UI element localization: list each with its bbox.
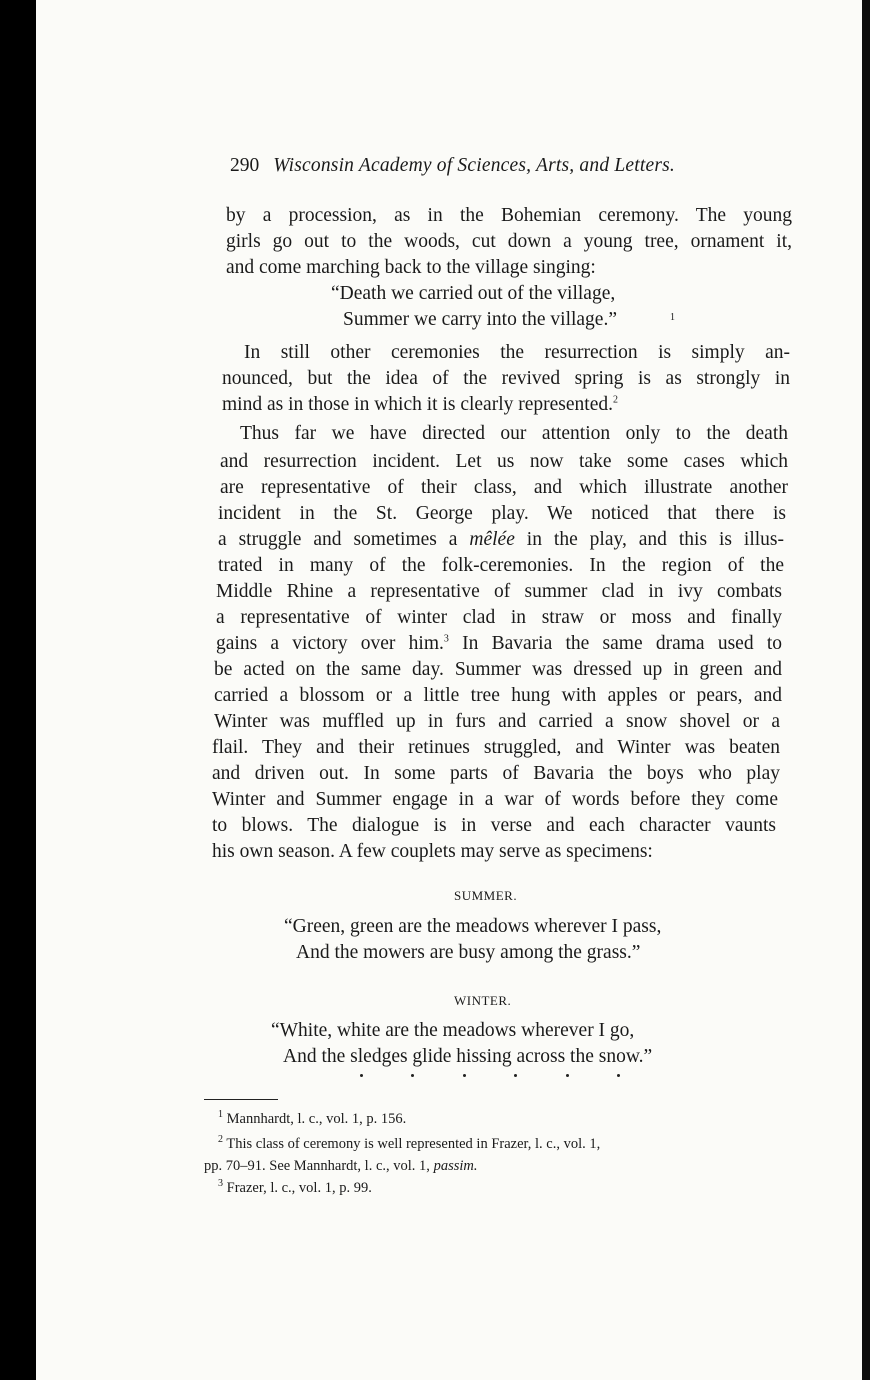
verse-line: And the mowers are busy among the grass.” (296, 942, 641, 963)
scan-edge (862, 0, 870, 1380)
verse-line: “Green, green are the meadows wherever I pass, (284, 916, 662, 937)
text-line: are representative of their class, and which illustrate another (220, 477, 788, 498)
text-line: incident in the St. George play. We noticed that there is (218, 503, 786, 524)
text-line: be acted on the same day. Summer was dressed up in green and (214, 659, 782, 680)
text-line: Middle Rhine a representative of summer clad in ivy combats (216, 581, 782, 602)
text-line: gains a victory over him.$^3$ In Bavaria the same drama used to (216, 633, 782, 654)
text-line: nounced, but the idea of the revived spring is as strongly in (222, 368, 790, 389)
italic-word: mêlée (469, 529, 515, 550)
footnote-1: $^1$ Mannhardt, l. c., vol. 1, p. 156. (218, 1109, 407, 1127)
running-title: Wisconsin Academy of Sciences, Arts, and Letters. (273, 155, 675, 176)
verse-line: “White, white are the meadows wherever I go, (271, 1020, 635, 1041)
footnote-mark: 3 (443, 633, 449, 645)
text-line: a struggle and sometimes a mêlée in the play, and this is illus- (218, 529, 785, 550)
text-line: Winter and Summer engage in a war of words before they come (212, 789, 778, 810)
text-line: Winter was muffled up in furs and carried a snow shovel or a (214, 711, 780, 732)
footnote-rule (204, 1099, 278, 1100)
text-line: flail. They and their retinues struggled, and Winter was beaten (212, 737, 780, 758)
text-line: and resurrection incident. Let us now take some cases which (220, 451, 788, 472)
footnote-2-cont: pp. 70–91. See Mannhardt, l. c., vol. 1, passim. (204, 1158, 478, 1174)
ellipsis-dots (360, 1074, 620, 1077)
footnote-3: $^3$ Frazer, l. c., vol. 1, p. 99. (218, 1178, 372, 1196)
footnote-mark: 2 (612, 394, 618, 406)
text-line: and come marching back to the village singing: (226, 257, 596, 278)
running-header (230, 155, 750, 177)
verse-line: And the sledges glide hissing across the snow.” (283, 1046, 653, 1067)
text-line: carried a blossom or a little tree hung with apples or pears, and (214, 685, 782, 706)
winter-heading: WINTER. (454, 993, 512, 1008)
page-number: 290 (230, 155, 260, 176)
text-line: Thus far we have directed our attention only to the death (240, 423, 788, 444)
text-line: his own season. A few couplets may serve as specimens: (212, 841, 653, 862)
summer-heading: SUMMER. (454, 888, 518, 903)
text-line: mind as in those in which it is clearly represented.$^2$ (222, 394, 618, 415)
text-line: to blows. The dialogue is in verse and each character vaunts (212, 815, 776, 836)
text-line: trated in many of the folk-ceremonies. In the region of the (218, 555, 784, 576)
text-line: girls go out to the woods, cut down a young tree, ornament it, (226, 231, 792, 252)
text-line: by a procession, as in the Bohemian ceremony. The young (226, 205, 792, 226)
text-line: a representative of winter clad in straw or moss and finally (216, 607, 782, 628)
text-line: and driven out. In some parts of Bavaria the boys who play (212, 763, 780, 784)
text-line: In still other ceremonies the resurrection is simply an- (244, 342, 790, 363)
quote-line: “Death we carried out of the village, (331, 283, 616, 304)
footnote-2: $^2$ This class of ceremony is well represented in Frazer, l. c., vol. 1, (218, 1134, 601, 1152)
quote-line: Summer we carry into the village.” (343, 309, 617, 330)
